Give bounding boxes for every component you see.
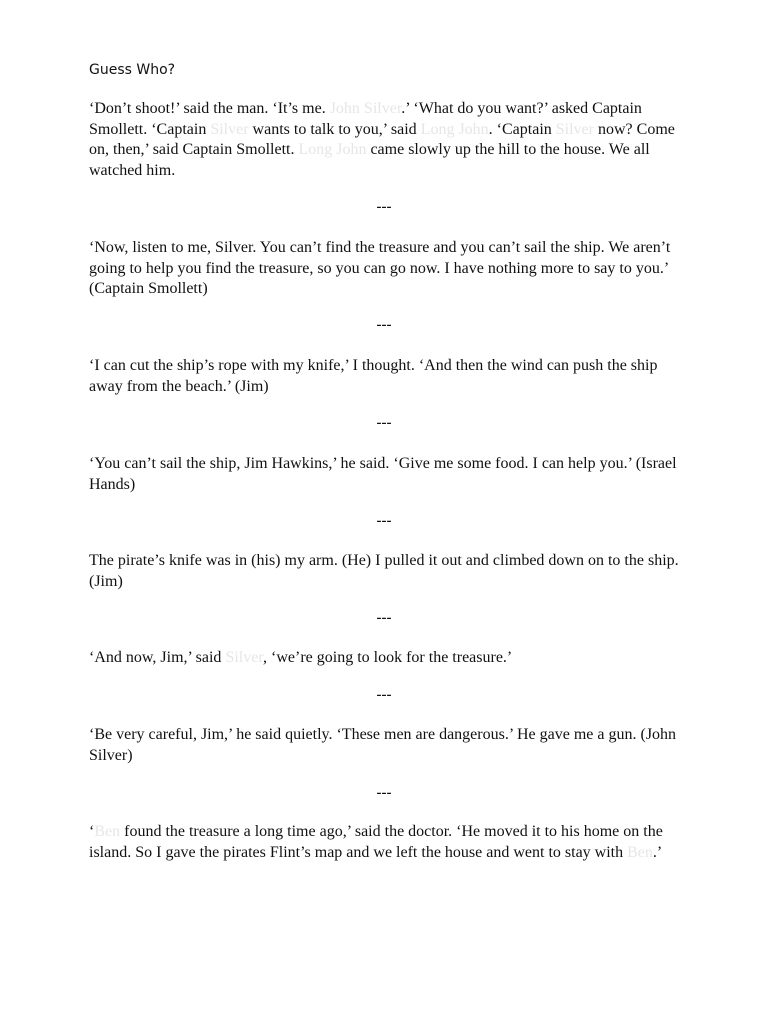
faint-name: Long John xyxy=(298,141,367,158)
paragraph-1 xyxy=(89,99,689,181)
text-span: , ‘we’re going to look for the treasure.’ xyxy=(263,649,513,666)
paragraph-7: ‘Be very careful, Jim,’ he said quietly. ‘These men are dangerous.’ He gave me a gun. (John Silver) xyxy=(89,726,677,764)
paragraph-5: The pirate’s knife was in (his) my arm. (He) I pulled it out and climbed down on to the ship. (Jim) xyxy=(89,552,679,590)
text-span: came slowly up the hill to the house. We all watched him. xyxy=(89,141,650,179)
text-span: ‘Don’t shoot!’ said the man. ‘It’s me. xyxy=(89,100,330,117)
faint-name: Silver xyxy=(555,120,594,138)
faint-name: Silver xyxy=(210,120,249,138)
paragraph-3: ‘I can cut the ship’s rope with my knife,’ I thought. ‘And then the wind can push the ship away from the beach.’ (Jim) xyxy=(89,357,658,395)
text-span: found the treasure a long time ago,’ said the doctor. ‘He moved it to his home on the island. So I gave the pirates Flint’s map and we left the house and went to stay with xyxy=(89,823,663,861)
text-span: wants to talk to you,’ said xyxy=(248,120,421,138)
text-span: .’ ‘What do you want?’ asked Captain Smollett. ‘Captain xyxy=(89,100,642,138)
document-title: Guess Who? xyxy=(89,62,176,78)
separator: --- xyxy=(376,317,392,333)
paragraph-8 xyxy=(89,822,689,863)
text-span: . ‘Captain xyxy=(488,120,556,138)
separator: --- xyxy=(376,199,392,215)
faint-name: Long John xyxy=(420,120,489,138)
faint-name: Ben xyxy=(94,823,121,840)
text-span: ‘And now, Jim,’ said xyxy=(89,649,226,666)
separator: --- xyxy=(376,785,392,801)
paragraph-4: ‘You can’t sail the ship, Jim Hawkins,’ he said. ‘Give me some food. I can help you.’ (Israel Hands) xyxy=(89,455,677,493)
separator: --- xyxy=(376,610,392,626)
separator: --- xyxy=(376,687,392,703)
text-span: .’ xyxy=(652,843,663,861)
separator: --- xyxy=(376,513,392,529)
faint-name: John Silver xyxy=(329,100,402,117)
faint-name: Ben xyxy=(627,843,653,861)
text-span: ‘ xyxy=(89,823,95,840)
paragraph-6 xyxy=(89,648,689,669)
faint-name: Silver xyxy=(225,649,264,666)
paragraph-2: ‘Now, listen to me, Silver. You can’t find the treasure and you can’t sail the ship. We aren’t going to help you find the treasure, so you can go now. I have nothing more to say to you.’ (Captain Smollett) xyxy=(89,239,671,297)
separator: --- xyxy=(376,415,392,431)
text-span: now? Come on, then,’ said Captain Smollett. xyxy=(89,120,675,158)
